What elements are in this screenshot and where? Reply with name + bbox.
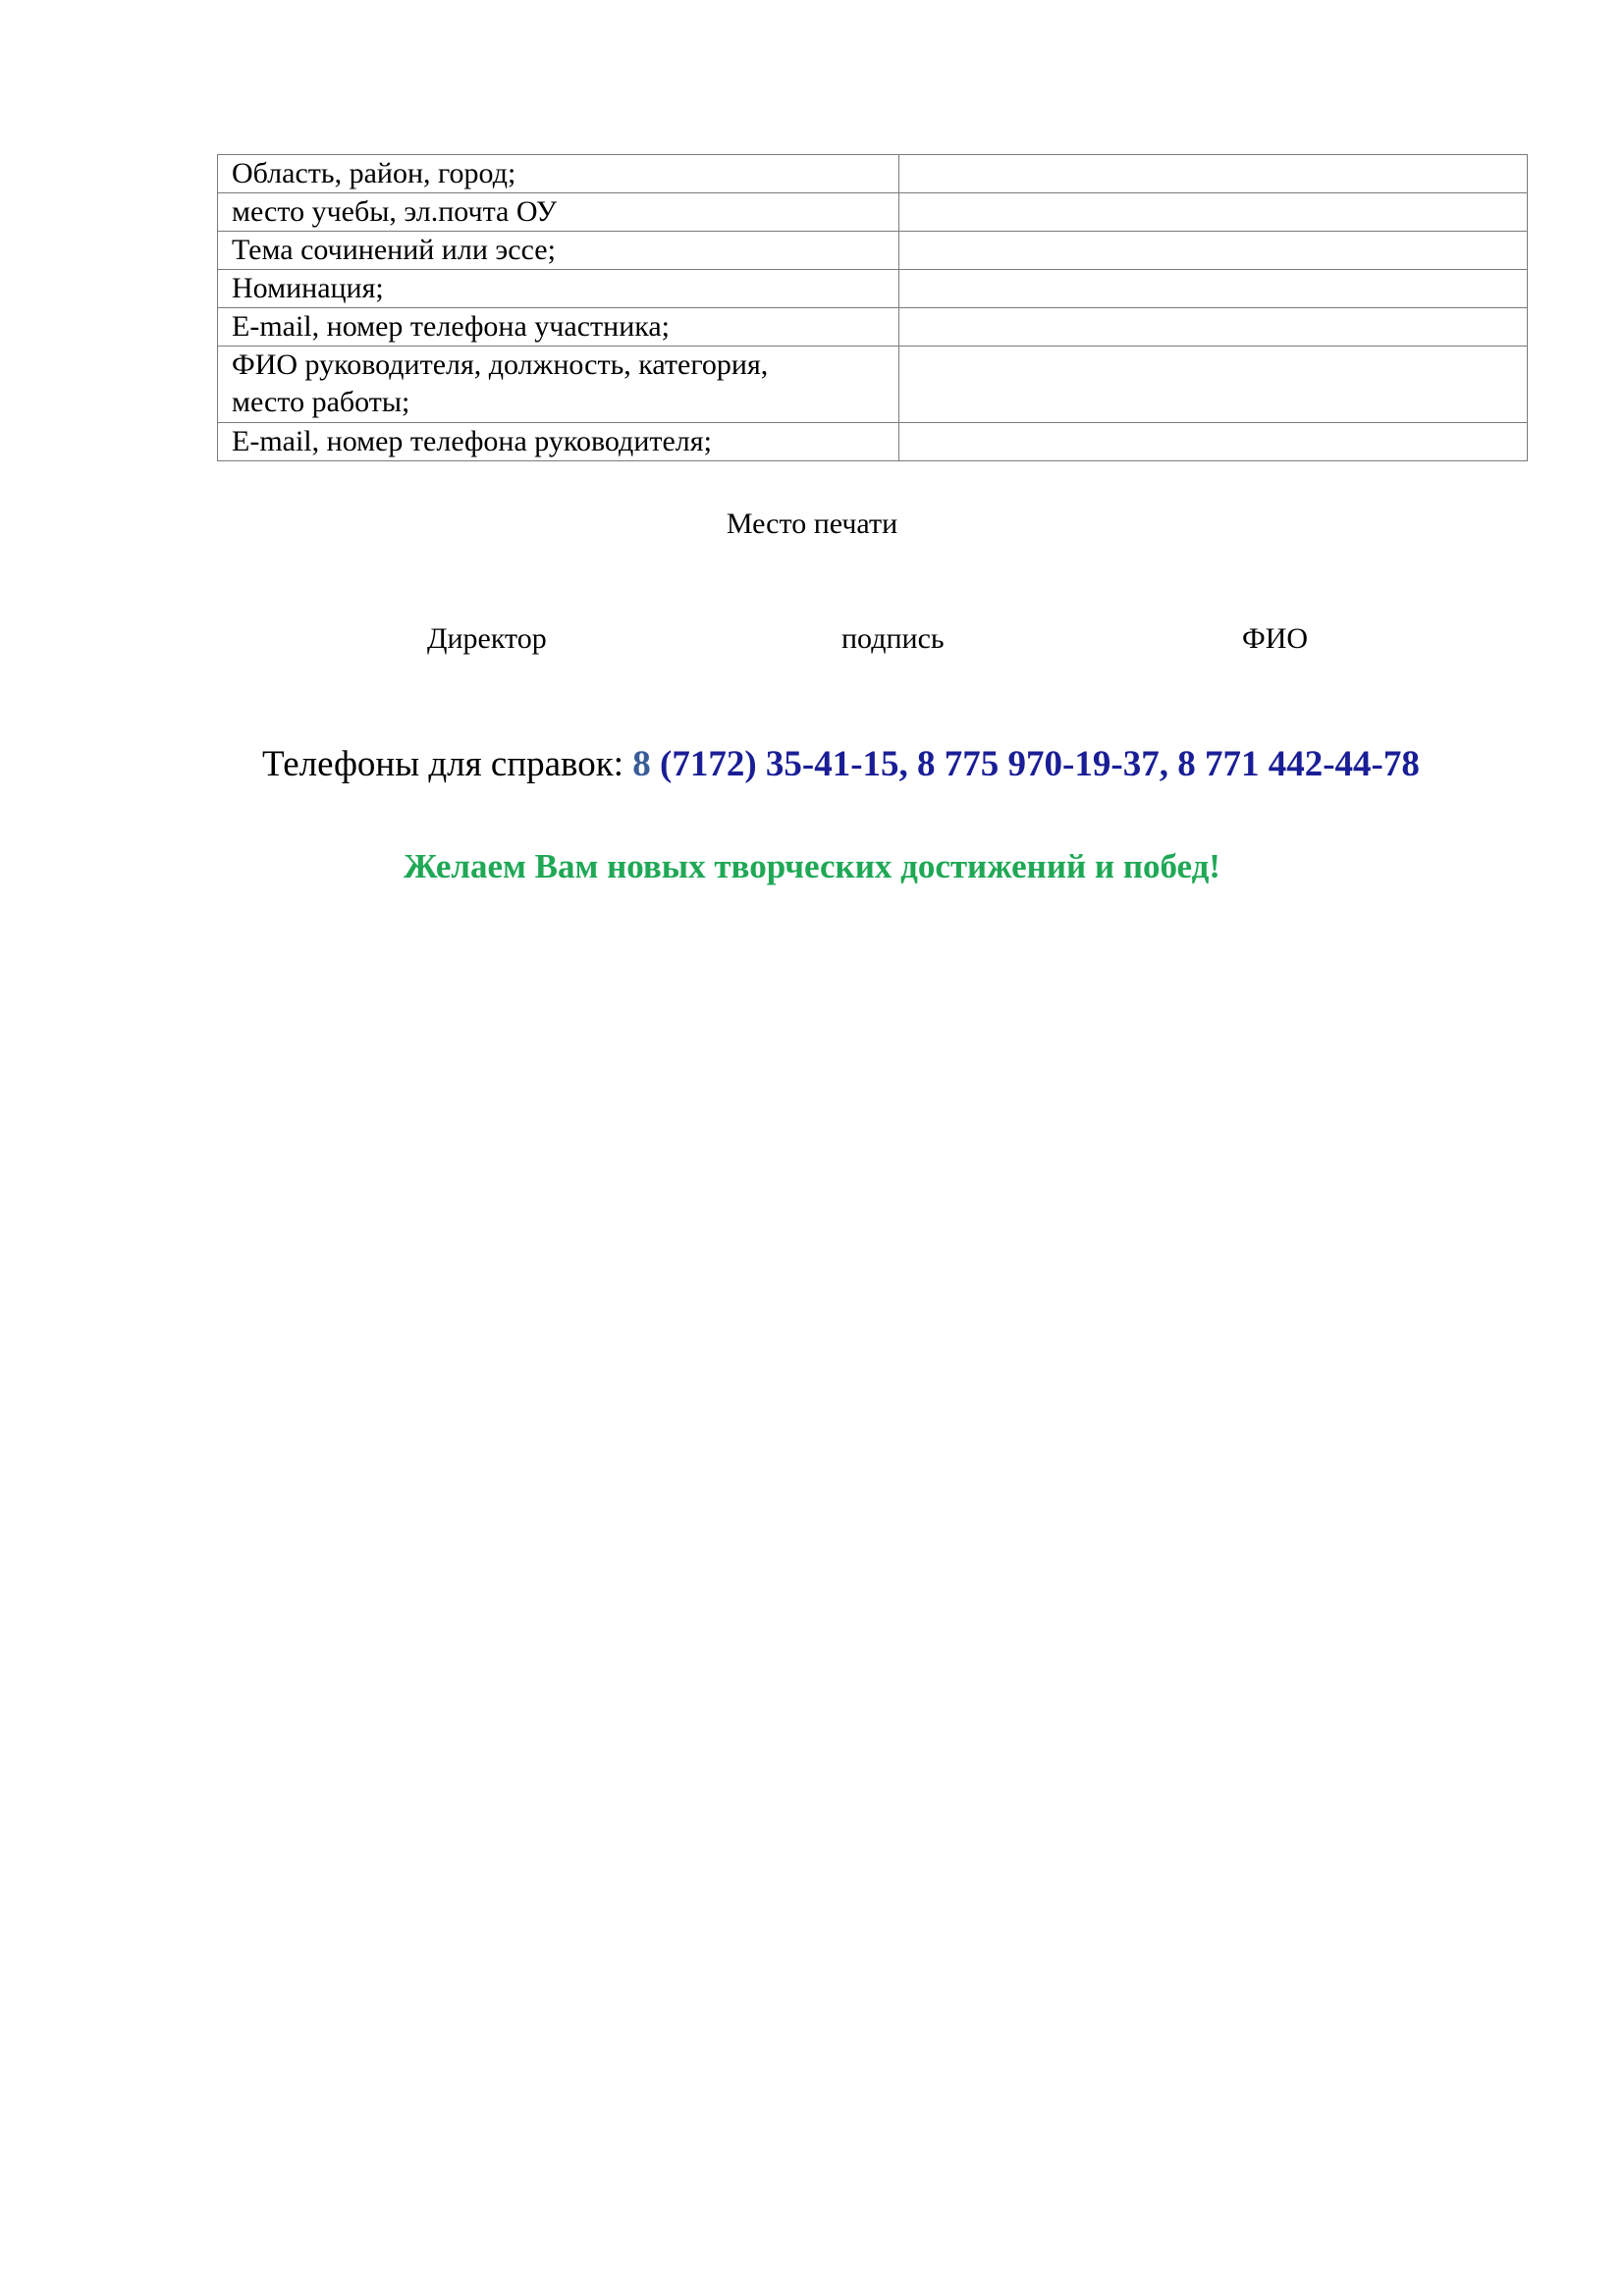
form-label-supervisor	[218, 347, 899, 423]
stamp-placeholder: Место печати	[726, 507, 898, 540]
form-label-supervisor-line1: ФИО руководителя, должность, категория,	[232, 348, 769, 381]
contact-phones-label: Телефоны для справок:	[262, 744, 633, 784]
form-row-topic	[218, 232, 1528, 270]
contact-phones	[262, 741, 1420, 788]
form-label-supervisor-contact: E-mail, номер телефона руководителя;	[218, 423, 899, 461]
form-label-participant-contact: E-mail, номер телефона участника;	[218, 308, 899, 347]
form-label-topic: Тема сочинений или эссе;	[218, 232, 899, 270]
form-value-supervisor[interactable]	[899, 347, 1528, 423]
form-label-region: Область, район, город;	[218, 155, 899, 193]
form-label-supervisor-line2: место работы;	[232, 386, 410, 418]
form-row-region	[218, 155, 1528, 193]
phone-numbers: (7172) 35-41-15, 8 775 970-19-37, 8 771 442-44-78	[650, 744, 1420, 784]
form-value-nomination[interactable]	[899, 270, 1528, 308]
form-label-school: место учебы, эл.почта ОУ	[218, 193, 899, 232]
form-label-nomination: Номинация;	[218, 270, 899, 308]
application-form-table	[217, 154, 1528, 461]
form-value-participant-contact[interactable]	[899, 308, 1528, 347]
form-row-nomination	[218, 270, 1528, 308]
form-value-region[interactable]	[899, 155, 1528, 193]
form-row-school	[218, 193, 1528, 232]
form-value-topic[interactable]	[899, 232, 1528, 270]
form-value-supervisor-contact[interactable]	[899, 423, 1528, 461]
form-row-participant-contact	[218, 308, 1528, 347]
phone-prefix: 8	[632, 744, 651, 784]
director-label: Директор	[427, 622, 547, 655]
signature-label: подпись	[841, 622, 945, 655]
form-row-supervisor-contact	[218, 423, 1528, 461]
form-value-school[interactable]	[899, 193, 1528, 232]
closing-wish: Желаем Вам новых творческих достижений и побед!	[404, 847, 1220, 885]
form-row-supervisor	[218, 347, 1528, 423]
full-name-label: ФИО	[1242, 622, 1309, 655]
